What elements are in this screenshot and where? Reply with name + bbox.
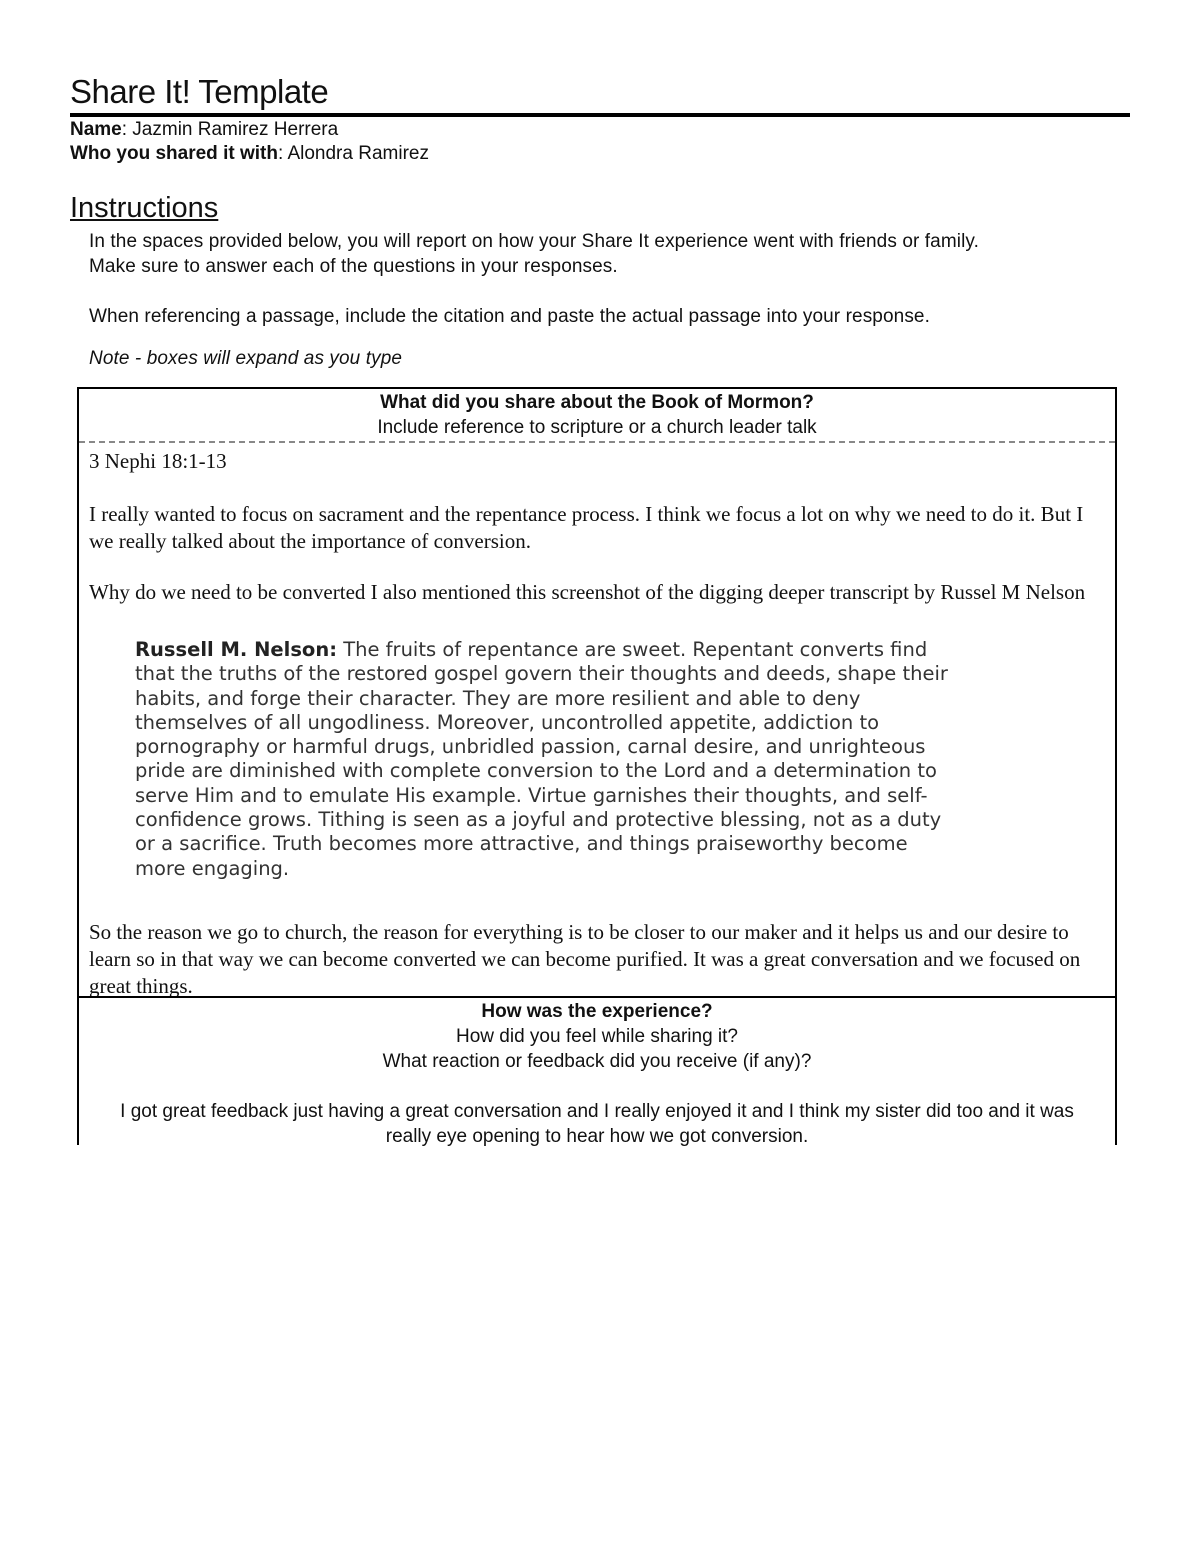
instructions-heading: Instructions — [70, 192, 219, 224]
section2-sub-question-2: What reaction or feedback did you receive (if any)? — [382, 1051, 812, 1072]
section1-subtitle: Include reference to scripture or a church leader talk — [377, 417, 817, 438]
instructions-line-3: When referencing a passage, include the citation and paste the actual passage into your response. — [89, 306, 930, 327]
shared-with-value: : Alondra Ramirez — [277, 143, 429, 164]
instructions-line-2: Make sure to answer each of the questions in your responses. — [89, 256, 618, 277]
instructions-note: Note - boxes will expand as you type — [89, 348, 403, 369]
section1-paragraph-1[interactable]: I really wanted to focus on sacrament and the repentance process. I think we focus a lot on why we need to do it. But I we really talked about the importance of conversion. — [89, 502, 1084, 553]
name-label: Name — [70, 119, 122, 140]
section2-question: How was the experience? — [481, 1001, 713, 1022]
section2-sub-question-1: How did you feel while sharing it? — [456, 1026, 738, 1047]
section1-dashed-divider — [79, 441, 1115, 443]
name-line — [70, 118, 338, 142]
shared-with-label: Who you shared it with — [70, 143, 278, 164]
section1-citation[interactable]: 3 Nephi 18:1-13 — [89, 449, 227, 473]
section1-question: What did you share about the Book of Mormon? — [380, 392, 814, 413]
section-divider — [77, 996, 1117, 998]
quote-text: The fruits of repentance are sweet. Repentant converts find that the truths of the restored gospel govern their thoughts and deeds, shape their habits, and forge their character. They are more resilient and able to deny themselves of all ungodliness. Moreover, uncontrolled appetite, addiction to pornography or harmful drugs, unbridled passion, carnal desire, and unrighteous pride are diminished with complete conversion to the Lord and a determination to serve Him and to emulate His example. Virtue garnishes their thoughts, and self-confidence grows. Tithing is seen as a joyful and protective blessing, not as a duty or a sacrifice. Truth becomes more attractive, and things praiseworthy become more engaging. — [135, 638, 948, 880]
section1-paragraph-2[interactable]: Why do we need to be converted I also mentioned this screenshot of the digging deeper transcript by Russel M Nelson — [89, 580, 1086, 604]
shared-with-line — [70, 142, 429, 166]
page-title: Share It! Template — [70, 73, 329, 110]
section2-answer[interactable]: I got great feedback just having a great conversation and I really enjoyed it and I think my sister did too and it was really eye opening to hear how we got conversion. — [120, 1101, 1074, 1147]
quote-screenshot — [135, 638, 955, 881]
name-value: : Jazmin Ramirez Herrera — [121, 119, 339, 140]
section1-paragraph-3[interactable]: So the reason we go to church, the reason for everything is to be closer to our maker and it helps us and our desire to learn so in that way we can become converted we can become purified. It was a great conversation and we focused on great things. — [89, 920, 1081, 998]
title-divider — [70, 113, 1130, 117]
instructions-line-1: In the spaces provided below, you will report on how your Share It experience went with friends or family. — [89, 231, 979, 252]
response-table — [77, 387, 1117, 1145]
quote-speaker: Russell M. Nelson: — [135, 638, 338, 661]
